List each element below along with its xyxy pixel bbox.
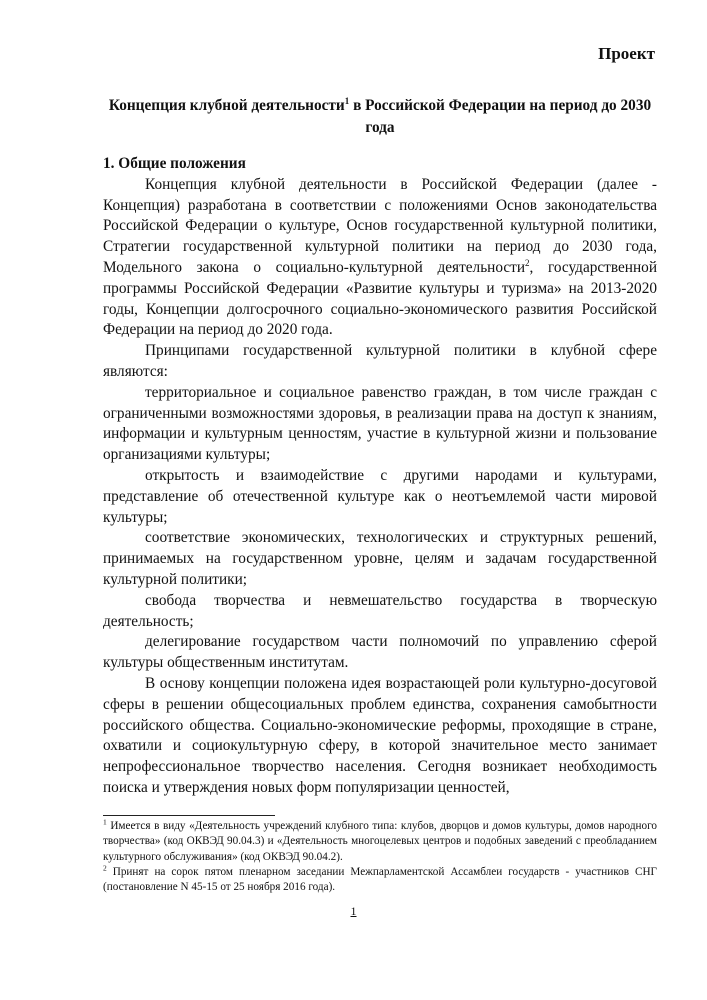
paragraph-6: свобода творчества и невмешательство государства в творческую деятельность; — [103, 591, 657, 630]
project-label: Проект — [598, 44, 655, 63]
paragraph-3: территориальное и социальное равенство граждан, в том числе граждан с ограниченными возможностями здоровья, в реализации права на доступ к знаниям, информации и культурным ценностям, участие в культурной жизни и пользование организациями культуры; — [103, 383, 657, 464]
paragraph-1 — [103, 175, 657, 341]
title-rest: в Российской Федерации на период до 2030 года — [349, 97, 652, 136]
footnote-divider — [103, 815, 275, 816]
paragraph-1-part-b: , государственной программы Российской Федерации «Развитие культуры и туризма» на 2013-2020 годы, Концепции долгосрочного социально-экономического развития Российской Федерации на период до 2020 года. — [103, 258, 657, 339]
paragraph-8: В основу концепции положена идея возрастающей роли культурно-досуговой сферы в решении общесоциальных проблем единства, сохранения самобытности российского общества. Социально-экономические реформы, проходящие в стране, охватили и социокультурную сферу, в которой значительное место занимает непрофессиональное творчество населения. Сегодня возникает необходимость поиска и утверждения новых форм популяризации ценностей, — [103, 674, 657, 796]
footnote-2-mark: 2 — [103, 863, 107, 873]
footnote-2 — [103, 865, 657, 896]
paragraph-1-part-a: Концепция клубной деятельности в Российской Федерации (далее - Концепция) разработана в соответствии с положениями Основ законодательства Российской Федерации о культуре, Основ государственной культурной политики, Стратегии государственной культурной политики на период до 2030 года, Модельного закона о социально-культурной деятельности — [103, 175, 657, 276]
footnote-1-mark: 1 — [103, 817, 107, 827]
document-body — [103, 154, 657, 799]
footnote-1 — [103, 819, 657, 865]
footnote-ref-2[interactable]: 2 — [525, 257, 530, 268]
paragraph-4: открытость и взаимодействие с другими народами и культурами, представление об отечественной культуре как о неотъемлемой части мировой культуры; — [103, 466, 657, 526]
document-title — [100, 95, 660, 139]
footnote-2-text: Принят на сорок пятом пленарном заседании Межпарламентской Ассамблеи государств - участников СНГ (постановление N 45-15 от 25 ноября 2016 года). — [103, 865, 657, 894]
title-footnote-ref[interactable]: 1 — [344, 95, 350, 106]
title-main: Концепция клубной деятельности — [108, 97, 345, 114]
footnotes — [103, 819, 657, 895]
footnote-1-text: Имеется в виду «Деятельность учреждений клубного типа: клубов, дворцов и домов культуры, домов народного творчества» (код ОКВЭД 90.04.3) и «Деятельность многоцелевых центров и подобных заведений с преобладанием культурного обслуживания» (код ОКВЭД 90.04.2). — [103, 820, 657, 863]
section-heading: 1. Общие положения — [103, 155, 246, 172]
paragraph-7: делегирование государством части полномочий по управлению сферой культуры общественным институтам. — [103, 633, 657, 672]
page-number: 1 — [350, 904, 357, 918]
paragraph-5: соответствие экономических, технологических и структурных решений, принимаемых на государственном уровне, целям и задачам государственной культурной политики; — [103, 529, 657, 588]
paragraph-2: Принципами государственной культурной политики в клубной сфере являются: — [103, 342, 657, 380]
